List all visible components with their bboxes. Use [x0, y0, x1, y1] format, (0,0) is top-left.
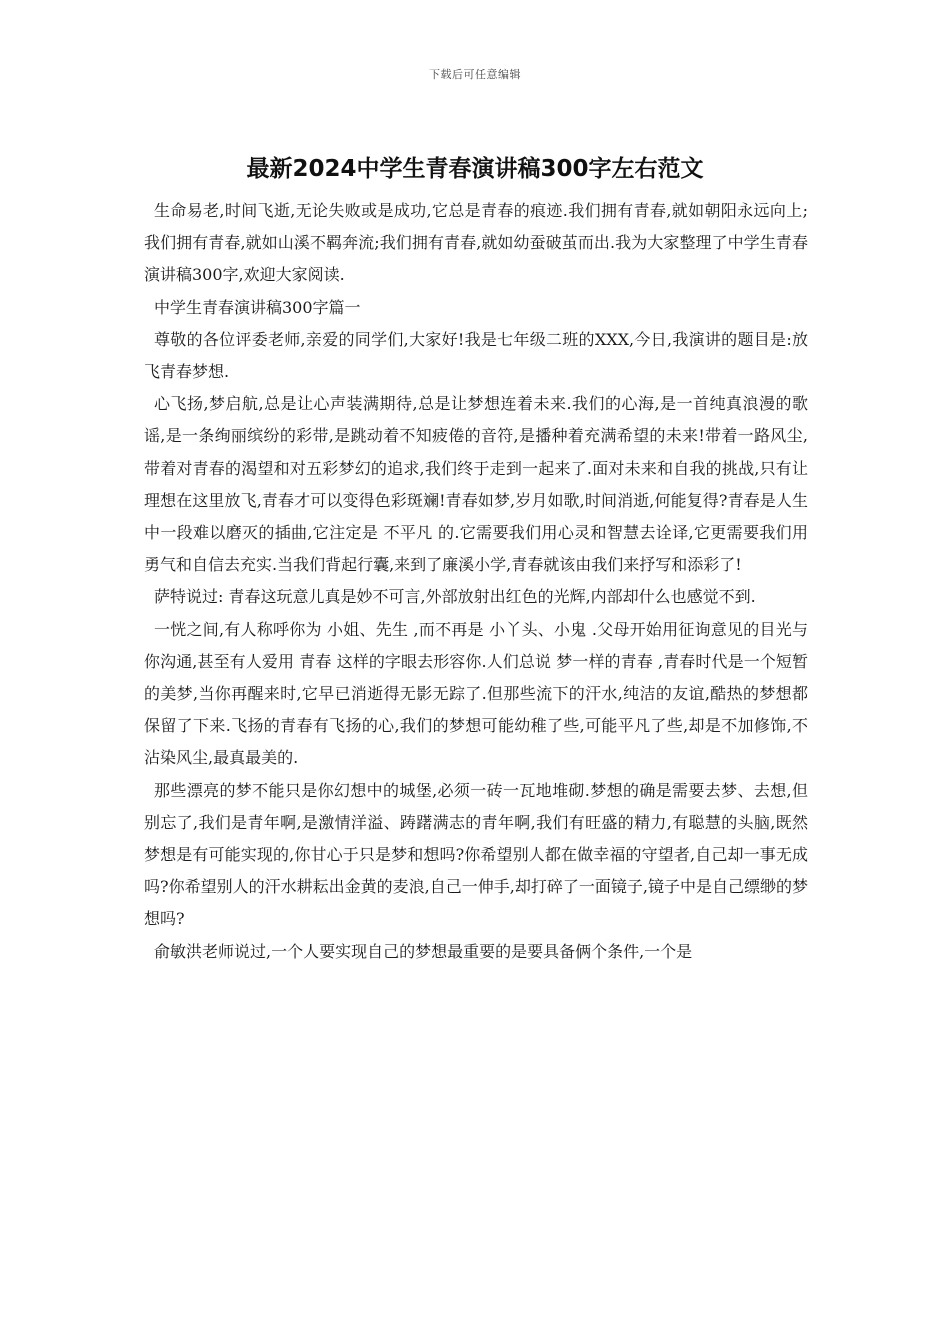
section-heading: 中学生青春演讲稿300字篇一: [154, 297, 361, 317]
document-title: 最新2024中学生青春演讲稿300字左右范文: [246, 156, 704, 182]
body-paragraph: 心飞扬,梦启航,总是让心声装满期待,总是让梦想连着未来.我们的心海,是一首纯真浪漫的歌谣,是一条绚丽缤纷的彩带,是跳动着不知疲倦的音符,是播种着充满希望的未来!带着一路风尘,带着对青春的渴望和对五彩梦幻的追求,我们终于走到一起来了.面对未来和自我的挑战,只有让理想在这里放飞,青春才可以变得色彩斑斓!青春如梦,岁月如歌,时间消逝,何能复得?青春是人生中一段难以磨灭的插曲,它注定是 不平凡 的.它需要我们用心灵和智慧去诠译,它更需要我们用勇气和自信去充实.当我们背起行囊,来到了廉溪小学,青春就该由我们来抒写和添彩了!: [144, 394, 808, 575]
body-paragraph: 俞敏洪老师说过,一个人要实现自己的梦想最重要的是要具备俩个条件,一个是: [154, 941, 693, 961]
document-body: [144, 195, 808, 968]
body-paragraph: 一恍之间,有人称呼你为 小姐、先生 ,而不再是 小丫头、小鬼 .父母开始用征询意见的目光与你沟通,甚至有人爱用 青春 这样的字眼去形容你.人们总说 梦一样的青春 ,青春时代是一个短暂的美梦,当你再醒来时,它早已消逝得无影无踪了.但那些流下的汗水,纯洁的友谊,酷热的梦想都保留了下来.飞扬的青春有飞扬的心,我们的梦想可能幼稚了些,可能平凡了些,却是不加修饰,不沾染风尘,最真最美的.: [144, 619, 808, 768]
header-note: 下载后可任意编辑: [429, 68, 521, 81]
body-paragraph: 那些漂亮的梦不能只是你幻想中的城堡,必须一砖一瓦地堆砌.梦想的确是需要去梦、去想,但别忘了,我们是青年啊,是激情洋溢、踌躇满志的青年啊,我们有旺盛的精力,有聪慧的头脑,既然梦想是有可能实现的,你甘心于只是梦和想吗?你希望别人都在做幸福的守望者,自己却一事无成吗?你希望别人的汗水耕耘出金黄的麦浪,自己一伸手,却打碎了一面镜子,镜子中是自己缥缈的梦想吗?: [144, 780, 808, 929]
body-paragraph: 萨特说过: 青春这玩意儿真是妙不可言,外部放射出红色的光辉,内部却什么也感觉不到.: [154, 587, 756, 607]
body-paragraph: 尊敬的各位评委老师,亲爱的同学们,大家好!我是七年级二班的XXX,今日,我演讲的题目是:放飞青春梦想.: [144, 329, 808, 382]
intro-paragraph: 生命易老,时间飞逝,无论失败或是成功,它总是青春的痕迹.我们拥有青春,就如朝阳永远向上;我们拥有青春,就如山溪不羁奔流;我们拥有青春,就如幼蚕破茧而出.我为大家整理了中学生青春演讲稿300字,欢迎大家阅读.: [144, 201, 808, 285]
